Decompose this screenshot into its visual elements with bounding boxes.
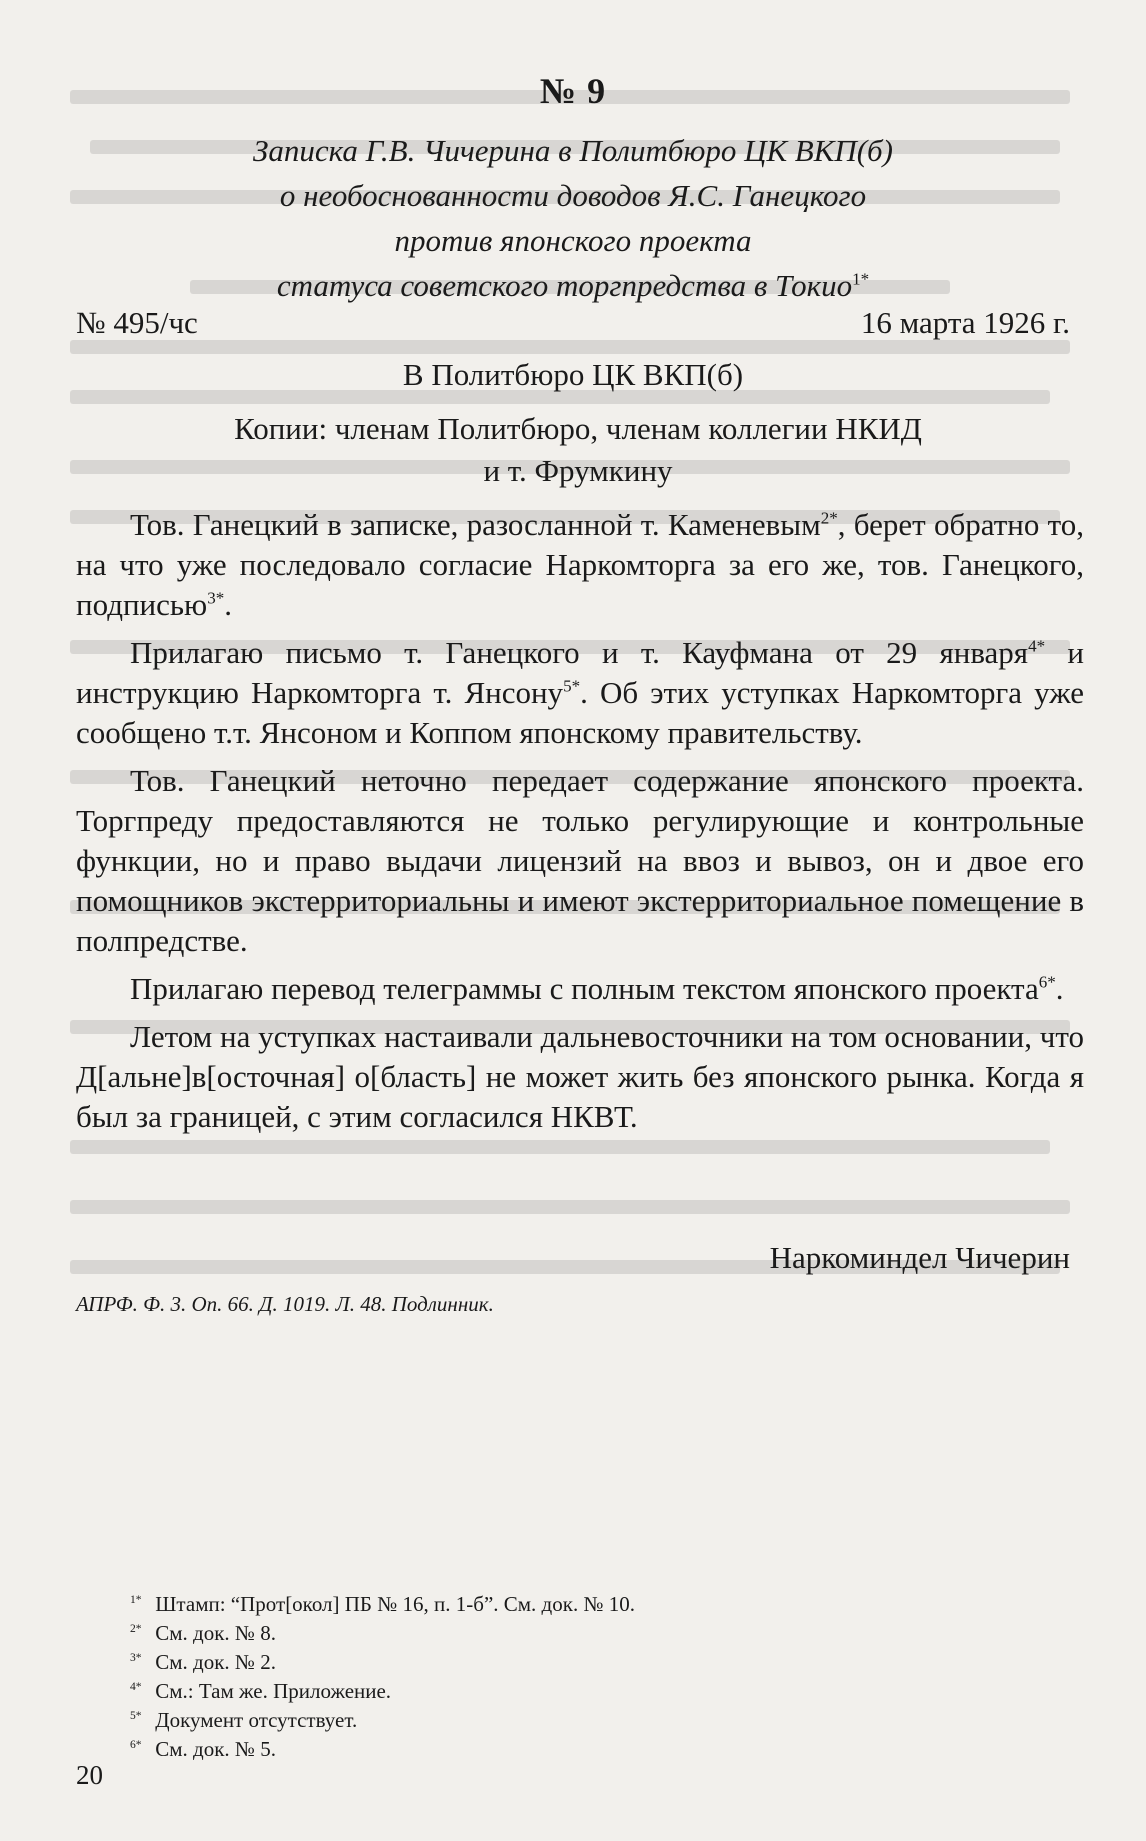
archive-source: АПРФ. Ф. 3. Оп. 66. Д. 1019. Л. 48. Подлинник. xyxy=(76,1292,494,1316)
footnote-ref[interactable]: 6* xyxy=(1038,972,1056,992)
footnote-item: $^{2*}$ См. док. № 8. xyxy=(130,1621,276,1645)
footnote-ref[interactable]: 5* xyxy=(563,676,581,696)
copies-line: и т. Фрумкину xyxy=(483,453,673,488)
title-line: против японского проекта xyxy=(394,223,752,258)
title-line-text: статуса советского торгпредства в Токио xyxy=(276,268,853,303)
paragraph-4: Прилагаю перевод телеграммы с полным текстом японского проекта$^{6*}$. xyxy=(130,971,1064,1006)
copies-line: Копии: членам Политбюро, членам коллегии НКИД xyxy=(234,411,922,446)
title-line: о необоснованности доводов Я.С. Ганецкого xyxy=(279,178,867,213)
document-title xyxy=(140,128,1006,308)
title-line xyxy=(140,263,1006,308)
signature: Наркоминдел Чичерин xyxy=(769,1240,1070,1275)
recipient: В Политбюро ЦК ВКП(б) xyxy=(402,357,744,392)
title-footnote-mark[interactable]: 1* xyxy=(852,269,870,289)
page-number: 20 xyxy=(76,1760,103,1790)
paragraph-5: Летом на уступках настаивали дальневосточники на том основании, что Д[альне]в[осточная] о[бласть] не может жить без японского рынка. Когда я был за границей, с этим согласился НКВТ. xyxy=(76,1019,1084,1134)
footnote-item: $^{5*}$ Документ отсутствует. xyxy=(130,1708,358,1732)
document-date: 16 марта 1926 г. xyxy=(860,305,1070,340)
footnote-ref[interactable]: 2* xyxy=(820,508,838,528)
footnote-ref[interactable]: 3* xyxy=(207,588,225,608)
footnote-item: $^{4*}$ См.: Там же. Приложение. xyxy=(130,1679,392,1703)
footnotes xyxy=(130,1590,635,1764)
footnote-item: $^{1*}$ Штамп: “Прот[окол] ПБ № 16, п. 1-б”. См. док. № 10. xyxy=(130,1592,635,1616)
footnote-item: $^{6*}$ См. док. № 5. xyxy=(130,1737,276,1761)
footnote-item: $^{3*}$ См. док. № 2. xyxy=(130,1650,276,1674)
document-number: № 9 xyxy=(539,71,607,111)
paragraph-1: Тов. Ганецкий в записке, разосланной т. Каменевым$^{2*}$, берет обратно то, на что уже последовало согласие Наркомторга за его же, тов. Ганецкого, подписью$^{3*}$. xyxy=(76,507,1084,622)
footnote-ref[interactable]: 4* xyxy=(1028,636,1046,656)
title-line: Записка Г.В. Чичерина в Политбюро ЦК ВКП(б) xyxy=(253,133,893,168)
document-body xyxy=(76,505,1084,1145)
paragraph-2: Прилагаю письмо т. Ганецкого и т. Кауфмана от 29 января$^{4*}$ и инструкцию Наркомторга т. Янсону$^{5*}$. Об этих уступках Наркомторга уже сообщено т.т. Янсоном и Коппом японскому правительству. xyxy=(76,635,1085,750)
paragraph-3: Тов. Ганецкий неточно передает содержание японского проекта. Торгпреду предоставляются не только регулирующие и контрольные функции, но и право выдачи лицензий на ввоз и вывоз, он и двое его помощников экстерриториальны и имеют экстерриториальное помещение в полпредстве. xyxy=(76,763,1084,958)
copies-list xyxy=(150,408,1006,492)
reference-number: № 495/чс xyxy=(76,305,198,340)
